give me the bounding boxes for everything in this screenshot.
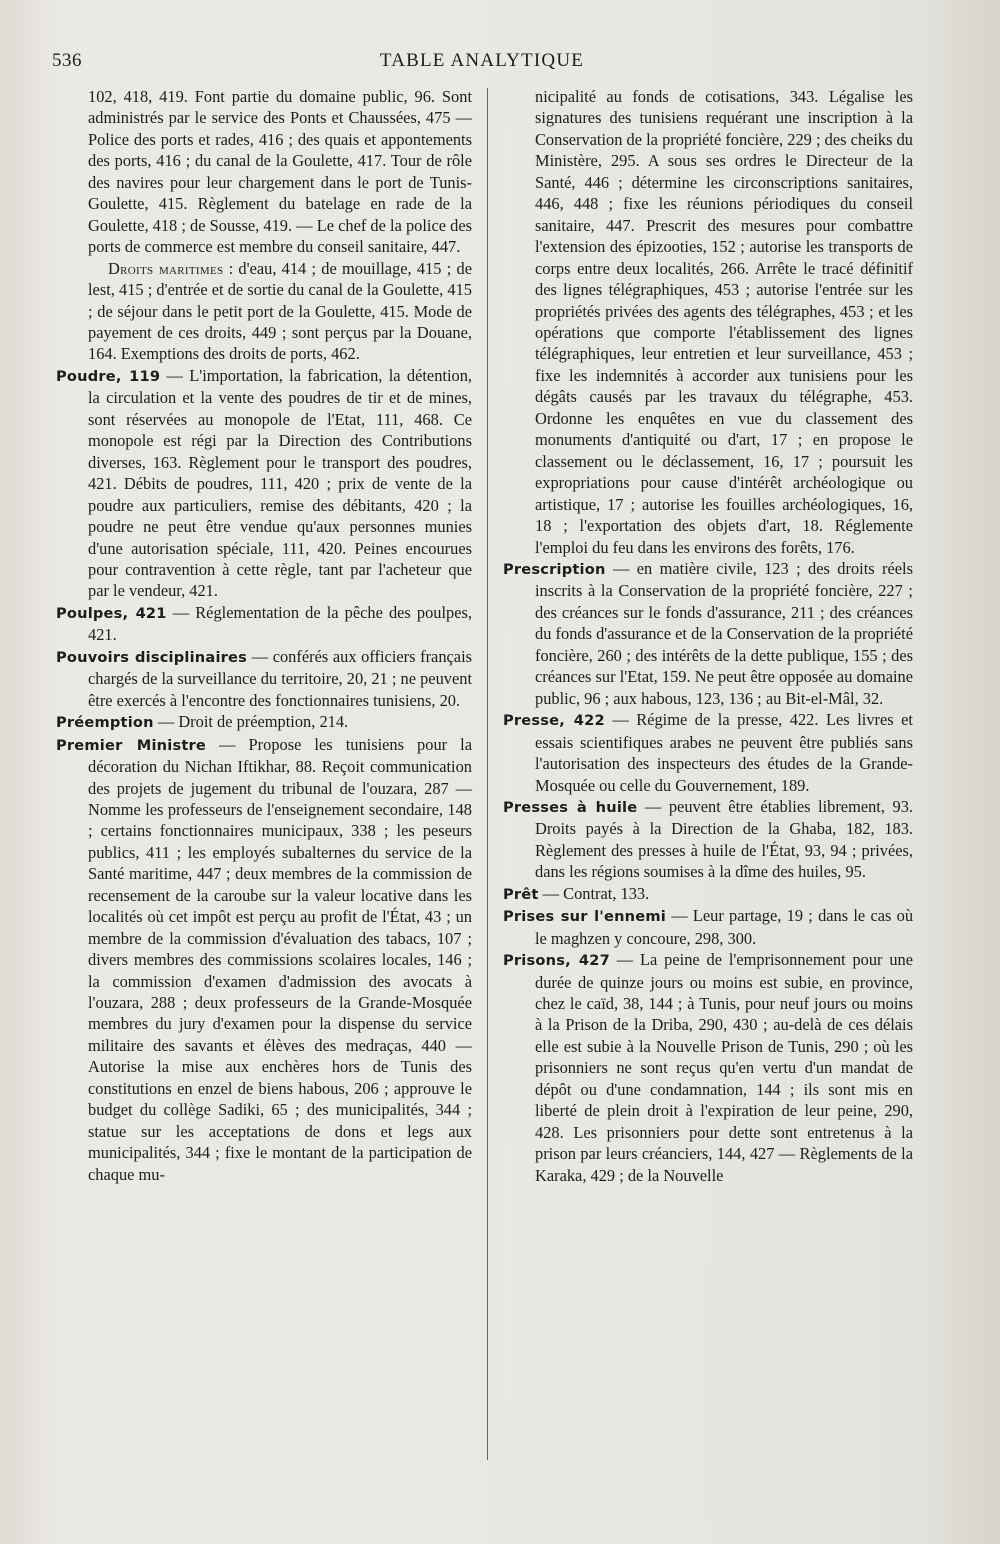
entry-text: — peuvent être établies librement, 93. Droits payés à la Direction de la Ghaba, 182, 183. Règlement des presses à huile de l'État, 93, 94 ; privées, dans les régions soumises à la dîme des huiles, 95. <box>535 796 913 882</box>
entry-premier-ministre <box>56 734 472 1186</box>
entry-text: — La peine de l'emprisonnement pour une durée de quinze jours ou moins est subie, en province, chez le caïd, 38, 144 ; à Tunis, pour neuf jours ou moins à la Prison de la Driba, 290, 430 ; au-delà de ces délais elle est subie à la Nouvelle Prison de Tunis, 290 ; où les prisonniers ne sont reçus qu'en vertu d'un mandat de dépôt ou d'une condamnation, 144 ; ils sont mis en liberté de plein droit à l'expiration de leur peine, 290, 428. Les prisonniers pour dette sont entretenus à la prison par leurs créanciers, 144, 427 — Règlements de la Karaka, 429 ; de la Nouvelle <box>535 950 914 1185</box>
entry-heading: Prêt <box>503 885 539 903</box>
subentry-label: Droits maritimes <box>108 258 224 278</box>
entry-text: — Propose les tunisiens pour la décoration du Nichan Iftikhar, 88. Reçoit communication des projets de jugement du tribunal de l'ouzara, 287 — Nomme les professeurs de l'enseignement secondaire, 148 ; certains fonctionnaires municipaux, 338 ; les peseurs publics, 411 ; les employés subalternes du service de la Santé maritime, 447 ; deux membres de la commission de recensement de la caroube sur la valeur locative dans les localités où cet impôt est perçu au profit de l'État, 43 ; un membre de la commission d'évaluation des tabacs, 107 ; divers membres des commissions scolaires locales, 146 ; la commission d'examen d'admission des avocats à l'ouzara, 288 ; deux professeurs de la Grande-Mosquée membres du jury d'examen pour la dispense du service militaire des savants et élèves des medraças, 440 — Autorise la mise aux enchères hors de Tunis des constitutions en enzel de biens habous, 206 ; approuve le budget du collège Sadiki, 65 ; des municipalités, 344 ; statue sur les acceptations de dons et legs aux municipalités, 344 ; fixe le montant de la participation de chaque mu- <box>88 734 472 1184</box>
entry-heading: Poulpes, 421 <box>56 604 167 622</box>
column-divider <box>487 88 488 1460</box>
page-number: 536 <box>52 50 82 71</box>
entry-poulpes <box>56 602 472 646</box>
right-column <box>503 86 913 1186</box>
entry-text: : d'eau, 414 ; de mouillage, 415 ; de lest, 415 ; d'entrée et de sortie du canal de la Goulette, 415 ; de séjour dans le petit port de la Goulette, 415. Mode de payement de ces droits, 449 ; sont perçus par la Douane, 164. Exemptions des droits de ports, 462. <box>88 258 472 364</box>
entry-heading: Préemption <box>56 714 154 732</box>
entry-text: — conférés aux officiers français chargés de la surveillance du territoire, 20, 21 ; ne peuvent être exercés à l'encontre des fonctionnaires tunisiens, 20. <box>88 646 472 710</box>
entry-poudre <box>56 365 472 602</box>
entry-prisons <box>503 949 913 1186</box>
entry-continuation <box>56 86 472 258</box>
entry-preemption <box>56 711 472 733</box>
left-column <box>56 86 472 1185</box>
entry-text: — L'importation, la fabrication, la détention, la circulation et la vente des poudres de tir et de mines, sont réservées au monopole de l'Etat, 111, 468. Ce monopole est régi par la Direction des Contributions diverses, 163. Règlement pour le transport des poudres, 421. Débits de poudres, 111, 420 ; prix de vente de la poudre aux particuliers, remise des débitants, 420 ; la poudre ne peut être vendue qu'aux personnes munies d'une autorisation spéciale, 111, 420. Peines encourues pour contravention à cette règle, tant par l'acheteur que par le vendeur, 421. <box>88 365 472 601</box>
entry-droits-maritimes <box>56 258 472 365</box>
entry-heading: Presses à huile <box>503 798 638 816</box>
entry-presse <box>503 709 913 796</box>
entry-heading: Poudre, 119 <box>56 367 161 385</box>
entry-continuation <box>503 86 913 558</box>
entry-heading: Prescription <box>503 560 606 578</box>
entry-text: — Leur partage, 19 ; dans le cas où le maghzen y concoure, 298, 300. <box>535 906 914 948</box>
entry-text: 102, 418, 419. Font partie du domaine public, 96. Sont administrés par le service des Ponts et Chaussées, 475 — Police des ports et rades, 416 ; des quais et appontements des ports, 416 ; du canal de la Goulette, 417. Tour de rôle des navires pour leur chargement dans le port de Tunis-Goulette, 415. Règlement du batelage en rade de la Goulette, 418 ; de Sousse, 419. — Le chef de la police des ports de commerce est membre du conseil sanitaire, 447. <box>88 87 472 257</box>
entry-text: — Droit de préemption, 214. <box>153 712 349 732</box>
entry-heading: Prises sur l'ennemi <box>503 908 666 926</box>
page-header <box>0 50 1000 80</box>
entry-text: nicipalité au fonds de cotisations, 343. Légalise les signatures des tunisiens requérant une inscription à la Conservation de la propriété foncière, 229 ; des cheiks du Ministère, 295. A sous ses ordres le Directeur de la Santé, 446 ; détermine les circonscriptions sanitaires, 446, 448 ; fixe les réunions périodiques du conseil sanitaire, 447. Prescrit des mesures pour combattre l'extension des épizooties, 152 ; autorise les transports de corps entre deux localités, 266. Arrête le tracé définitif des lignes télégraphiques, 453 ; autorise l'entrée sur les propriétés privées des agents des télégraphes, 453 ; et les opérations que comporte l'établissement des lignes télégraphiques, leur entretien et leur surveillance, 453 ; fixe les indemnités à accorder aux tunisiens pour les dégâts causés par les travaux du télégraphe, 453. Ordonne les enquêtes en vue du classement des monuments d'antiquité ou d'art, 17 ; en propose le classement ou le déclassement, 16, 17 ; poursuit les expropriations pour cause d'intérêt archéologique ou artistique, 17 ; autorise les fouilles archéologiques, 16, 18 ; l'exportation des objets d'art, 18. Réglemente l'emploi du feu dans les environs des forêts, 176. <box>535 87 913 557</box>
entry-text: — en matière civile, 123 ; des droits réels inscrits à la Conservation de la propriété foncière, 227 ; des créances sur le fonds d'assurance, 211 ; des créances du fonds d'assurance et de la Conservation de la propriété foncière, 260 ; des intérêts de la dette publique, 155 ; des créances sur l'Etat, 159. Ne peut être opposée au domaine public, 96 ; aux habous, 123, 136 ; au Bit-el-Mâl, 32. <box>535 558 913 708</box>
entry-pouvoirs-disciplinaires <box>56 646 472 711</box>
running-title: TABLE ANALYTIQUE <box>379 50 585 71</box>
entry-heading: Pouvoirs disciplinaires <box>56 648 248 666</box>
entry-presses-a-huile <box>503 796 913 883</box>
entry-prises-sur-l-ennemi <box>503 905 913 949</box>
entry-text: — Régime de la presse, 422. Les livres et essais scientifiques arabes ne peuvent être publiés sans l'autorisation des inspecteurs des études de la Grande-Mosquée ou celle du Gouvernement, 189. <box>535 710 913 795</box>
entry-prescription <box>503 558 913 709</box>
entry-text: — Contrat, 133. <box>538 883 650 903</box>
entry-heading: Premier Ministre <box>56 736 207 754</box>
entry-pret <box>503 883 913 905</box>
entry-text: — Réglementation de la pêche des poulpes, 421. <box>88 602 472 645</box>
entry-heading: Prisons, 427 <box>503 952 610 970</box>
entry-heading: Presse, 422 <box>503 712 605 730</box>
